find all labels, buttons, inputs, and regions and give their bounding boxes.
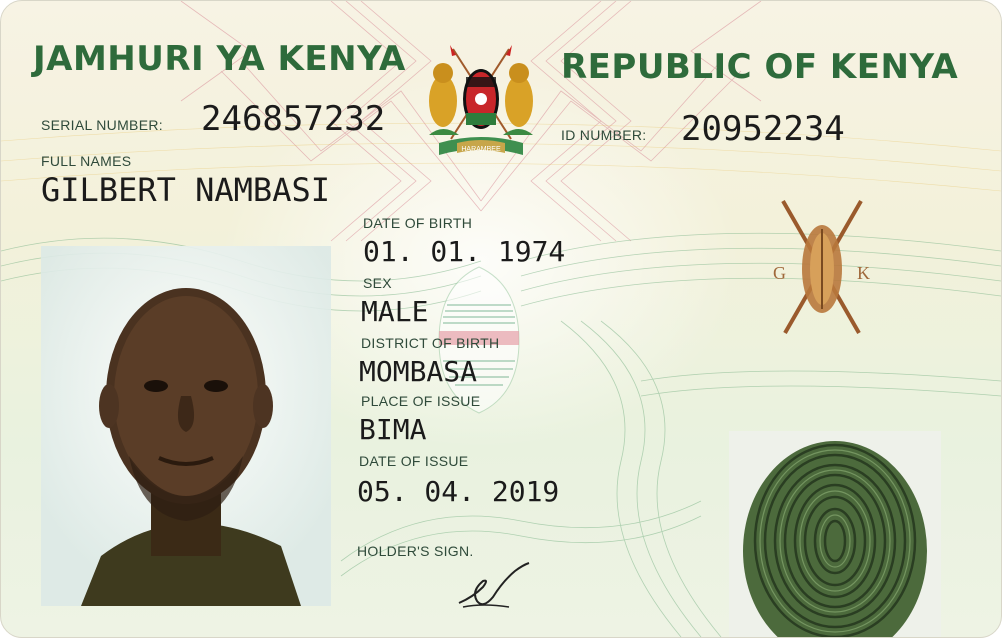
gk-emblem-icon: [763, 197, 881, 337]
date-of-issue-value: 05. 04. 2019: [357, 475, 560, 508]
gk-letter-g: G: [773, 263, 786, 283]
full-names-label: FULL NAMES: [41, 153, 132, 169]
date-of-issue-label: DATE OF ISSUE: [359, 453, 469, 469]
dob-value: 01. 01. 1974: [363, 235, 566, 268]
full-names-value: GILBERT NAMBASI: [41, 171, 330, 209]
sex-value: MALE: [361, 295, 429, 328]
district-of-birth-value: MOMBASA: [359, 355, 478, 388]
serial-number-value: 246857232: [201, 99, 386, 139]
id-number-value: 20952234: [681, 109, 845, 149]
gk-letter-k: K: [857, 263, 870, 283]
place-of-issue-label: PLACE OF ISSUE: [361, 393, 481, 409]
header-left-title: JAMHURI YA KENYA: [33, 39, 406, 79]
header-right-title: REPUBLIC OF KENYA: [561, 47, 959, 87]
sex-label: SEX: [363, 275, 392, 291]
coat-of-arms-icon: [419, 43, 543, 159]
holders-sign-label: HOLDER'S SIGN.: [357, 543, 474, 559]
id-number-label: ID NUMBER:: [561, 127, 647, 143]
signature-icon: [453, 557, 533, 617]
holder-photo: [41, 246, 331, 606]
coat-motto: HARAMBEE: [461, 146, 501, 153]
serial-number-label: SERIAL NUMBER:: [41, 117, 163, 133]
place-of-issue-value: BIMA: [359, 413, 427, 446]
district-of-birth-label: DISTRICT OF BIRTH: [361, 335, 500, 351]
dob-label: DATE OF BIRTH: [363, 215, 473, 231]
fingerprint-icon: [729, 431, 941, 637]
